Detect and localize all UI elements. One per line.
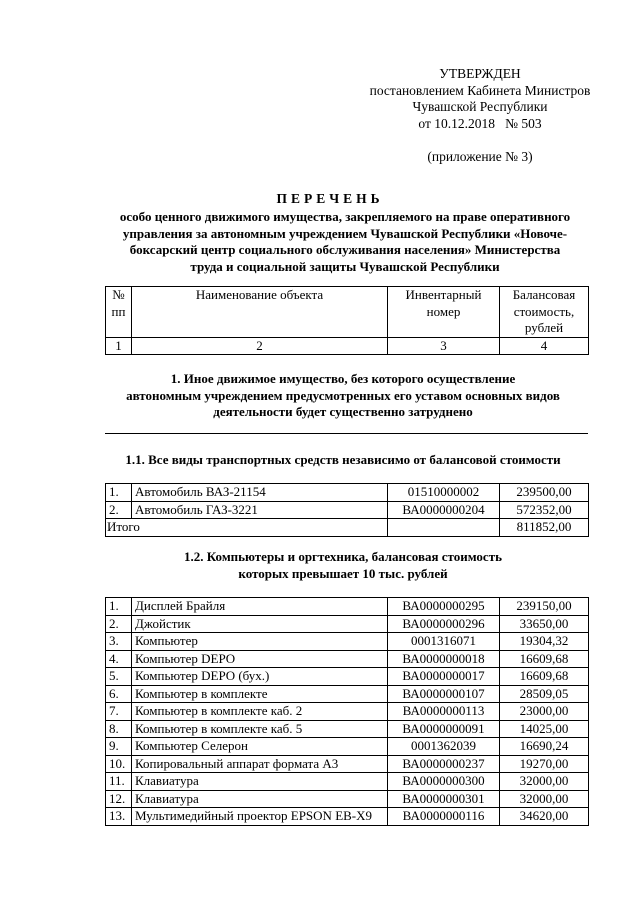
row-number: 8. — [106, 720, 132, 738]
row-number: 2. — [106, 501, 132, 519]
item-name: Компьютер в комплекте каб. 2 — [132, 703, 388, 721]
column-number-row — [106, 337, 589, 355]
item-name: Компьютер — [132, 633, 388, 651]
balance-cost: 16609,68 — [500, 668, 589, 686]
row-number: 2. — [106, 615, 132, 633]
header-table — [105, 286, 589, 355]
table-row — [106, 685, 589, 703]
subtitle-line-1: особо ценного движимого имущества, закрепляемого на праве оперативного — [119, 209, 571, 224]
inventory-number: 01510000002 — [388, 484, 500, 502]
row-number: 3. — [106, 633, 132, 651]
inventory-number: 0001362039 — [388, 738, 500, 756]
inventory-number: ВА0000000301 — [388, 790, 500, 808]
row-number: 7. — [106, 703, 132, 721]
subtitle-line-3: боксарский центр социального обслуживания населения» Министерства — [129, 242, 561, 257]
balance-cost: 16609,68 — [500, 650, 589, 668]
table-row — [106, 650, 589, 668]
item-name: Клавиатура — [132, 790, 388, 808]
row-number: 5. — [106, 668, 132, 686]
section-1-heading: 1. Иное движимое имущество, без которого осуществление автономным учреждением предусмотренных его уставом основных видов деятельности будет существенно затруднено — [126, 371, 560, 419]
table-row — [106, 668, 589, 686]
appendix-note: (приложение № 3) — [427, 149, 533, 164]
table-row — [106, 633, 589, 651]
row-number: 13. — [106, 808, 132, 826]
inventory-number: ВА0000000204 — [388, 501, 500, 519]
header-col-inventory: Инвентарный номер — [388, 287, 500, 338]
subtitle-line-4: труда и социальной защиты Чувашской Республики — [190, 258, 500, 274]
table-row — [106, 615, 589, 633]
table-row — [106, 501, 589, 519]
column-number: 2 — [132, 337, 388, 355]
balance-cost: 32000,00 — [500, 790, 589, 808]
item-name: Компьютер в комплекте — [132, 685, 388, 703]
header-col-name: Наименование объекта — [132, 287, 388, 338]
table-row — [106, 484, 589, 502]
table-row — [106, 755, 589, 773]
item-name: Компьютер DEPO (бух.) — [132, 668, 388, 686]
row-number: 4. — [106, 650, 132, 668]
row-number: 1. — [106, 484, 132, 502]
row-number: 12. — [106, 790, 132, 808]
table-row — [106, 598, 589, 616]
approval-heading: УТВЕРЖДЕН — [439, 66, 521, 81]
balance-cost: 32000,00 — [500, 773, 589, 791]
approval-stamp — [360, 66, 600, 166]
item-name: Компьютер DEPO — [132, 650, 388, 668]
header-col-cost: Балансовая стоимость, рублей — [500, 287, 589, 338]
item-name: Автомобиль ВАЗ-21154 — [132, 484, 388, 502]
balance-cost: 28509,05 — [500, 685, 589, 703]
header-row — [106, 287, 589, 338]
balance-cost: 23000,00 — [500, 703, 589, 721]
balance-cost: 19304,32 — [500, 633, 589, 651]
row-number: 6. — [106, 685, 132, 703]
table-row — [106, 808, 589, 826]
table-row — [106, 738, 589, 756]
document-title: ПЕРЕЧЕНЬ — [276, 191, 384, 206]
item-name: Копировальный аппарат формата А3 — [132, 755, 388, 773]
inventory-number: ВА0000000295 — [388, 598, 500, 616]
item-name: Клавиатура — [132, 773, 388, 791]
row-number: 1. — [106, 598, 132, 616]
balance-cost: 16690,24 — [500, 738, 589, 756]
subtitle-line-2: управления за автономным учреждением Чувашской Республики «Новоче- — [122, 225, 568, 241]
column-number: 3 — [388, 337, 500, 355]
computers-table — [105, 597, 589, 826]
table-row — [106, 790, 589, 808]
balance-cost: 239500,00 — [500, 484, 589, 502]
table-row — [106, 703, 589, 721]
inventory-number: ВА0000000300 — [388, 773, 500, 791]
item-name: Компьютер Селерон — [132, 738, 388, 756]
table-row — [106, 720, 589, 738]
row-number: 11. — [106, 773, 132, 791]
total-value: 811852,00 — [500, 519, 589, 537]
vehicles-table — [105, 483, 589, 537]
item-name: Компьютер в комплекте каб. 5 — [132, 720, 388, 738]
balance-cost: 239150,00 — [500, 598, 589, 616]
inventory-number: ВА0000000018 — [388, 650, 500, 668]
balance-cost: 33650,00 — [500, 615, 589, 633]
balance-cost: 14025,00 — [500, 720, 589, 738]
total-row — [106, 519, 589, 537]
section-1-1-heading: 1.1. Все виды транспортных средств независимо от балансовой стоимости — [125, 452, 561, 467]
balance-cost: 572352,00 — [500, 501, 589, 519]
item-name: Мультимедийный проектор EPSON EB-X9 — [132, 808, 388, 826]
table-row — [106, 773, 589, 791]
row-number: 9. — [106, 738, 132, 756]
header-col-number: № пп — [106, 287, 132, 338]
item-name: Дисплей Брайля — [132, 598, 388, 616]
approval-line-1: постановлением Кабинета Министров — [369, 82, 591, 98]
divider-line — [105, 433, 588, 434]
item-name: Джойстик — [132, 615, 388, 633]
total-label: Итого — [106, 519, 388, 537]
inventory-number: 0001316071 — [388, 633, 500, 651]
inventory-number: ВА0000000237 — [388, 755, 500, 773]
section-1-2-heading: 1.2. Компьютеры и оргтехника, балансовая стоимость которых превышает 10 тыс. рублей — [184, 549, 502, 581]
item-name: Автомобиль ГАЗ-3221 — [132, 501, 388, 519]
row-number: 10. — [106, 755, 132, 773]
approval-line-2: Чувашской Республики — [412, 99, 548, 114]
document-subtitle — [95, 209, 595, 275]
inventory-number: ВА0000000113 — [388, 703, 500, 721]
balance-cost: 34620,00 — [500, 808, 589, 826]
inventory-number: ВА0000000091 — [388, 720, 500, 738]
approval-line-3: от 10.12.2018 № 503 — [418, 115, 542, 131]
inventory-number: ВА0000000296 — [388, 615, 500, 633]
inventory-number: ВА0000000116 — [388, 808, 500, 826]
inventory-number: ВА0000000017 — [388, 668, 500, 686]
total-empty-cell — [388, 519, 500, 537]
inventory-number: ВА0000000107 — [388, 685, 500, 703]
balance-cost: 19270,00 — [500, 755, 589, 773]
column-number: 4 — [500, 337, 589, 355]
column-number: 1 — [106, 337, 132, 355]
